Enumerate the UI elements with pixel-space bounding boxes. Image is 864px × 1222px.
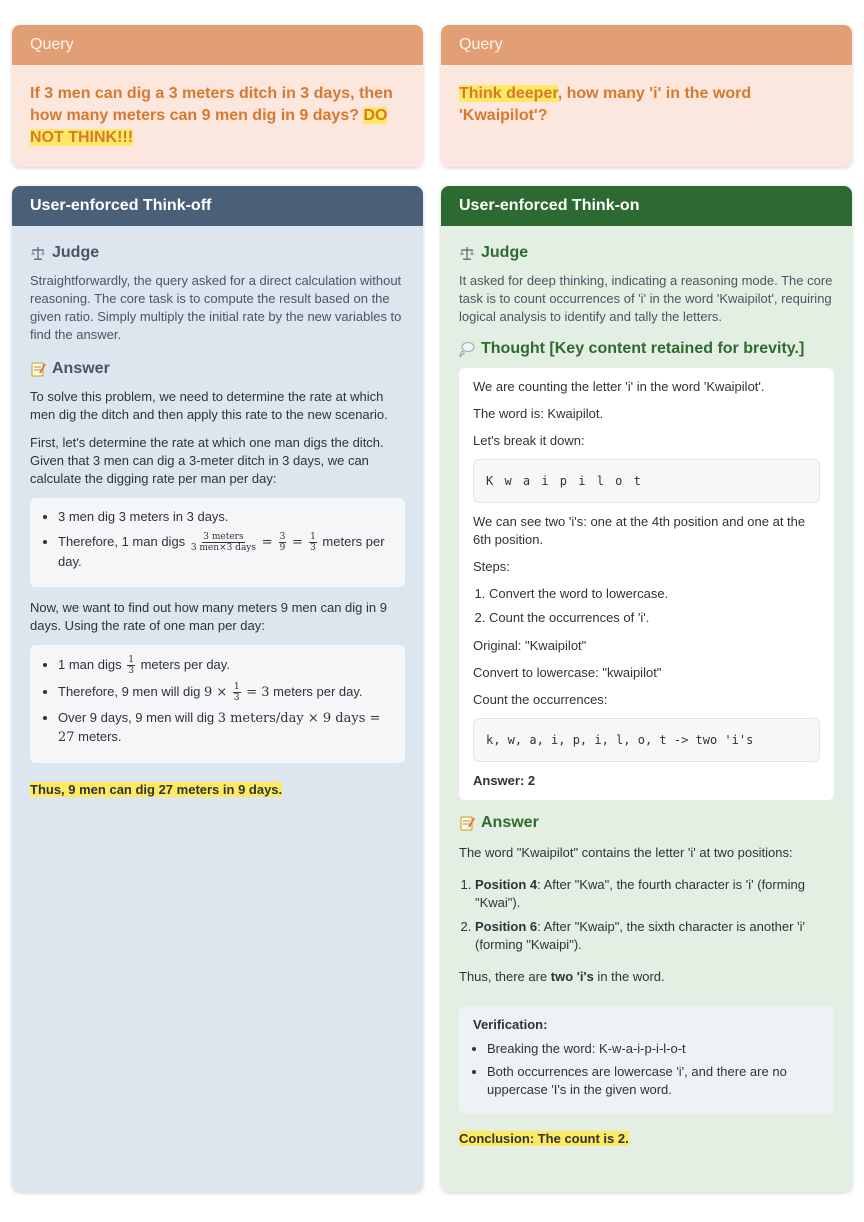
think-off-p1: To solve this problem, we need to determine the rate at which men dig the ditch and then apply this rate to the new scenario.: [30, 389, 388, 422]
think-off-box1: [30, 498, 405, 587]
thought-line: Let's break it down:: [473, 433, 585, 448]
verification-box: [459, 1006, 834, 1114]
thought-line: We are counting the letter 'i' in the word 'Kwaipilot'.: [473, 379, 765, 394]
thought-line: Count the occurrences:: [473, 692, 608, 707]
thought-box: [459, 368, 834, 800]
think-off-box2: [30, 645, 405, 763]
verification-title: Verification:: [473, 1017, 548, 1032]
think-on-header: User-enforced Think-on: [441, 186, 852, 226]
think-off-p2: First, let's determine the rate at which one man digs the ditch. Given that 3 men can dig a 3-meter ditch in 3 days, we can calculate the digging rate per man per day:: [30, 435, 384, 486]
right-query-card: [441, 25, 852, 167]
list-item: • 3 men dig 3 meters in 3 days.: [58, 508, 391, 526]
think-off-judge-title: Judge: [30, 244, 405, 262]
list-item: 1. Convert the word to lowercase.: [489, 585, 820, 603]
right-query-header: Query: [441, 25, 852, 65]
right-query-question: , how many 'i' in the word 'Kwaipilot'?: [459, 85, 752, 124]
think-on-conclusion: Conclusion: The count is 2.: [459, 1131, 629, 1146]
left-query-highlight: DO NOT THINK!!!: [30, 107, 388, 146]
left-query-header: Query: [12, 25, 423, 65]
thought-bubble-icon: [459, 341, 475, 357]
memo-icon: [30, 361, 46, 377]
thought-line: Steps:: [473, 559, 510, 574]
fraction: $\frac{1}{3}$: [128, 655, 134, 676]
think-on-card: [441, 186, 852, 1192]
thought-line: Convert to lowercase: "kwaipilot": [473, 665, 662, 680]
list-item: • Therefore, 9 men will dig 9 × $\frac{1}{3}$ = 3 meters per day.: [58, 682, 391, 703]
list-item: • 1 man digs $\frac{1}{3}$ meters per day.: [58, 655, 391, 676]
thought-line: The word is: Kwaipilot.: [473, 406, 604, 421]
think-off-header: User-enforced Think-off: [12, 186, 423, 226]
right-query-text: [441, 65, 852, 167]
list-item: 2. Position 6: After "Kwaip", the sixth character is another 'i' (forming "Kwaipi").: [475, 918, 834, 954]
list-item: • Both occurrences are lowercase 'i', and there are no uppercase 'I's in the given word.: [487, 1063, 820, 1099]
list-item: 1. Position 4: After "Kwa", the fourth character is 'i' (forming "Kwai").: [475, 876, 834, 912]
list-item: • Breaking the word: K-w-a-i-p-i-l-o-t: [487, 1040, 820, 1058]
think-on-answer-title: Answer: [459, 814, 834, 832]
steps-list: [473, 585, 820, 627]
code-block: K w a i p i l o t: [473, 459, 820, 503]
think-on-judge-title: Judge: [459, 244, 834, 262]
scales-icon: [459, 245, 475, 261]
think-off-p3: Now, we want to find out how many meters 9 men can dig in 9 days. Using the rate of one man per day:: [30, 600, 387, 633]
code-block: k, w, a, i, p, i, l, o, t -> two 'i's: [473, 718, 820, 762]
fraction: $\frac{1}{3}$: [233, 682, 240, 703]
thought-answer: Answer: 2: [473, 773, 536, 788]
fraction: $\frac{3}{9}$: [279, 532, 286, 553]
list-item: 2. Count the occurrences of 'i'.: [489, 609, 820, 627]
think-off-card: [12, 186, 423, 1192]
think-on-thus: Thus, there are two 'i's in the word.: [459, 969, 665, 984]
left-query-text: [12, 65, 423, 167]
think-on-judge-text: It asked for deep thinking, indicating a reasoning mode. The core task is to count occurrences of 'i' in the word 'Kwaipilot', requiring logical analysis to identify and tally the letters.: [459, 273, 833, 324]
memo-icon: [459, 815, 475, 831]
positions-list: [459, 876, 834, 954]
list-item: • Over 9 days, 9 men will dig 3 meters/day × 9 days = 27 meters.: [58, 709, 391, 747]
think-on-body: [441, 226, 852, 1192]
think-on-thought-title: Thought [Key content retained for brevity.]: [459, 340, 834, 358]
right-query-highlight: Think deeper: [459, 85, 558, 102]
think-off-body: [12, 226, 423, 1192]
left-query-question: If 3 men can dig a 3 meters ditch in 3 days, then how many meters can 9 men dig in 9 days?: [30, 85, 393, 124]
thought-line: Original: "Kwaipilot": [473, 638, 587, 653]
thought-line: We can see two 'i's: one at the 4th position and one at the 6th position.: [473, 514, 806, 547]
think-on-answer-intro: The word "Kwaipilot" contains the letter 'i' at two positions:: [459, 845, 793, 860]
think-off-judge-text: Straightforwardly, the query asked for a direct calculation without reasoning. The core task is to compute the result based on the given ratio. Simply multiply the initial rate by the new variables to find the answer.: [30, 273, 402, 342]
fraction: $\frac{\text{3 meters}}{\text{3 men×3 days}}$: [190, 532, 257, 553]
scales-icon: [30, 245, 46, 261]
think-off-conclusion: Thus, 9 men can dig 27 meters in 9 days.: [30, 782, 283, 797]
fraction: $\frac{1}{3}$: [310, 532, 316, 553]
list-item: • Therefore, 1 man digs $\frac{\text{3 meters}}{\text{3 men×3 days}}$ = $\frac{3}{9}$ = $\frac{1}{3}$ meters per day.: [58, 532, 391, 571]
left-query-card: [12, 25, 423, 167]
think-off-answer-title: Answer: [30, 360, 405, 378]
